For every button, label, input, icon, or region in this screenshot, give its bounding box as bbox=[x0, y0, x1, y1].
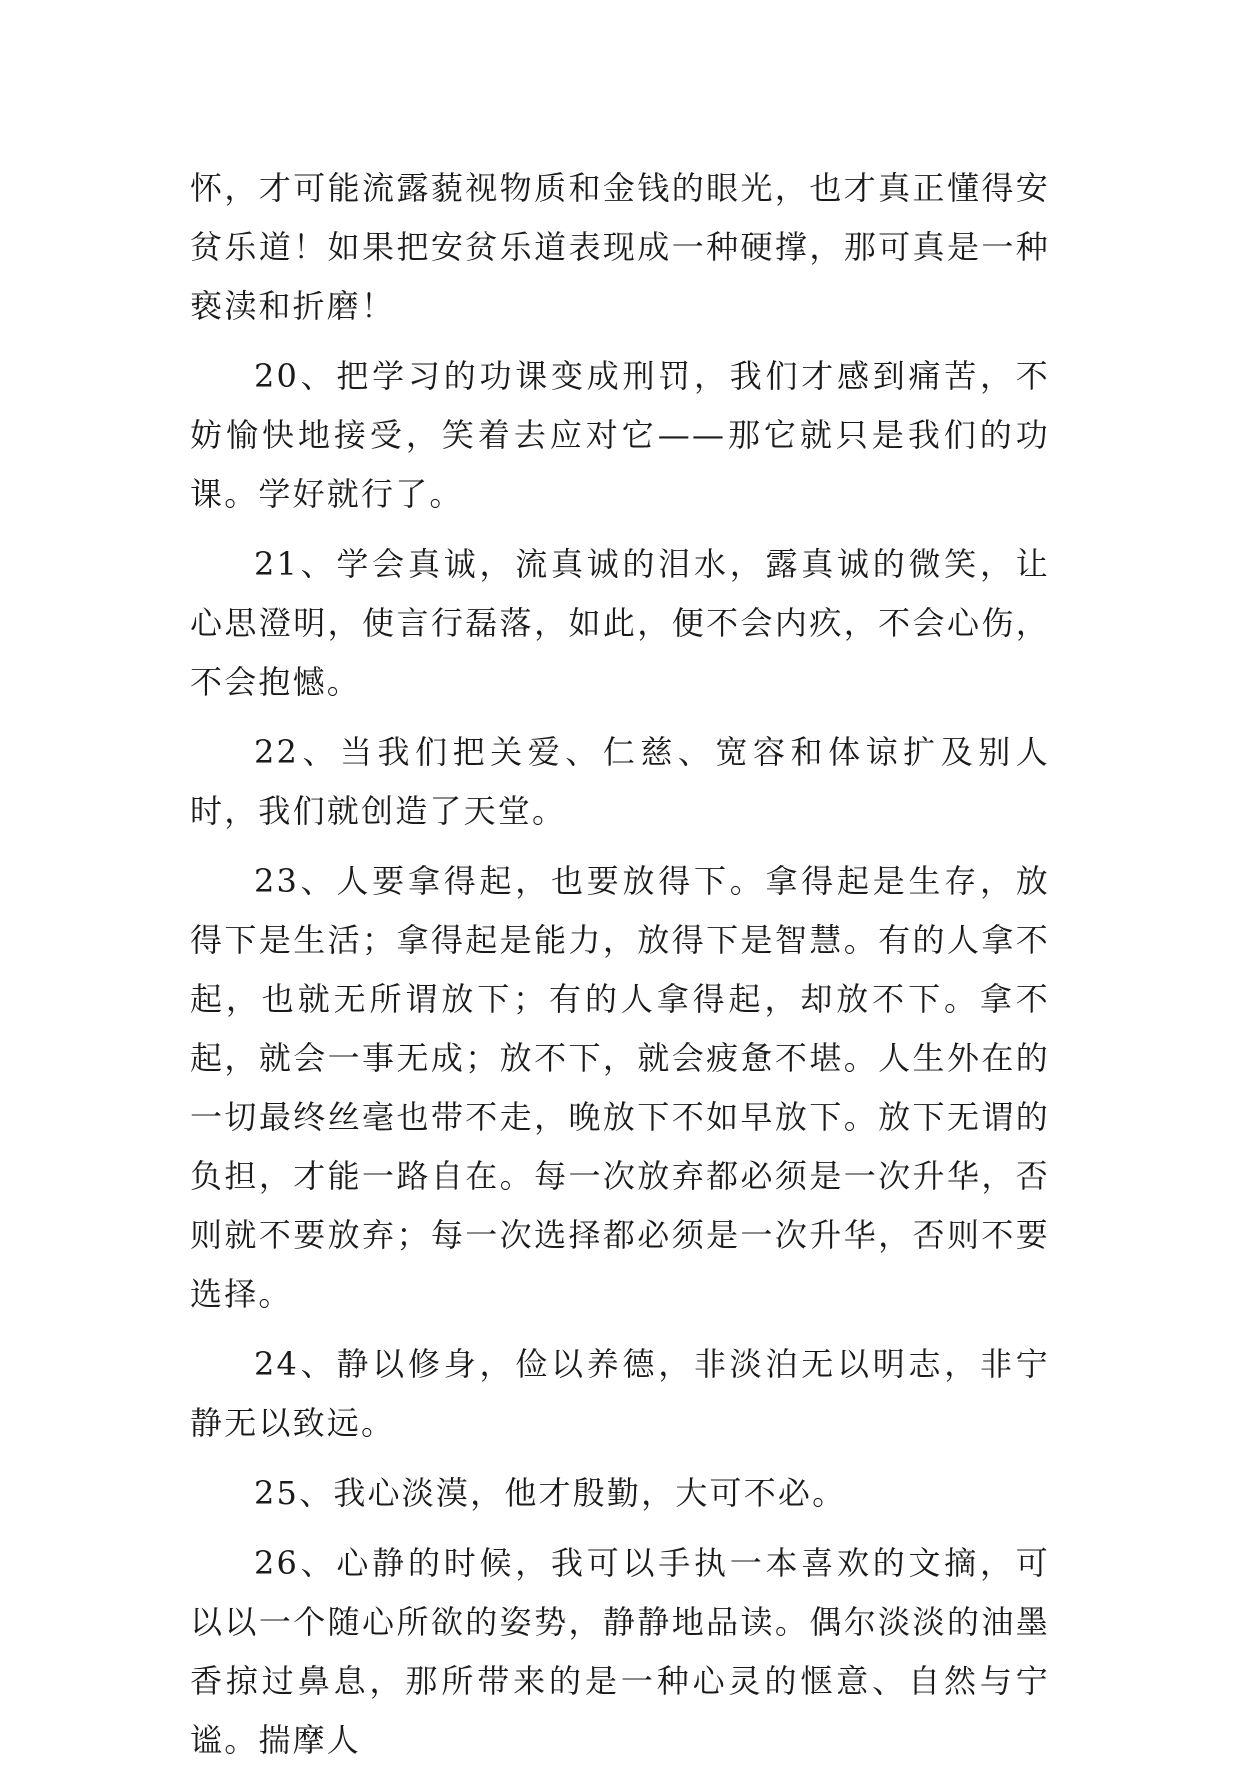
paragraph-20: 20、把学习的功课变成刑罚，我们才感到痛苦，不妨愉快地接受，笑着去应对它——那它就只是我们的功课。学好就行了。 bbox=[190, 357, 1050, 513]
paragraph-21: 21、学会真诚，流真诚的泪水，露真诚的微笑，让心思澄明，使言行磊落，如此，便不会内疚，不会心伤，不会抱憾。 bbox=[190, 545, 1050, 701]
paragraph-22: 22、当我们把关爱、仁慈、宽容和体谅扩及别人时，我们就创造了天堂。 bbox=[190, 733, 1050, 830]
paragraph-26: 26、心静的时候，我可以手执一本喜欢的文摘，可以以一个随心所欲的姿势，静静地品读。偶尔淡淡的油墨香掠过鼻息，那所带来的是一种心灵的惬意、自然与宁谧。揣摩人 bbox=[190, 1544, 1050, 1759]
paragraph-continuation: 怀，才可能流露藐视物质和金钱的眼光，也才真正懂得安贫乐道！如果把安贫乐道表现成一种硬撑，那可真是一种亵渎和折磨！ bbox=[190, 169, 1050, 325]
body-text bbox=[190, 159, 1050, 1781]
paragraph-23: 23、人要拿得起，也要放得下。拿得起是生存，放得下是生活；拿得起是能力，放得下是智慧。有的人拿不起，也就无所谓放下；有的人拿得起，却放不下。拿不起，就会一事无成；放不下，就会疲惫不堪。人生外在的一切最终丝毫也带不走，晚放下不如早放下。放下无谓的负担，才能一路自在。每一次放弃都必须是一次升华，否则就不要放弃；每一次选择都必须是一次升华，否则不要选择。 bbox=[190, 862, 1050, 1313]
paragraph-24: 24、静以修身，俭以养德，非淡泊无以明志，非宁静无以致远。 bbox=[190, 1345, 1050, 1442]
paragraph-25: 25、我心淡漠，他才殷勤，大可不必。 bbox=[254, 1474, 847, 1512]
